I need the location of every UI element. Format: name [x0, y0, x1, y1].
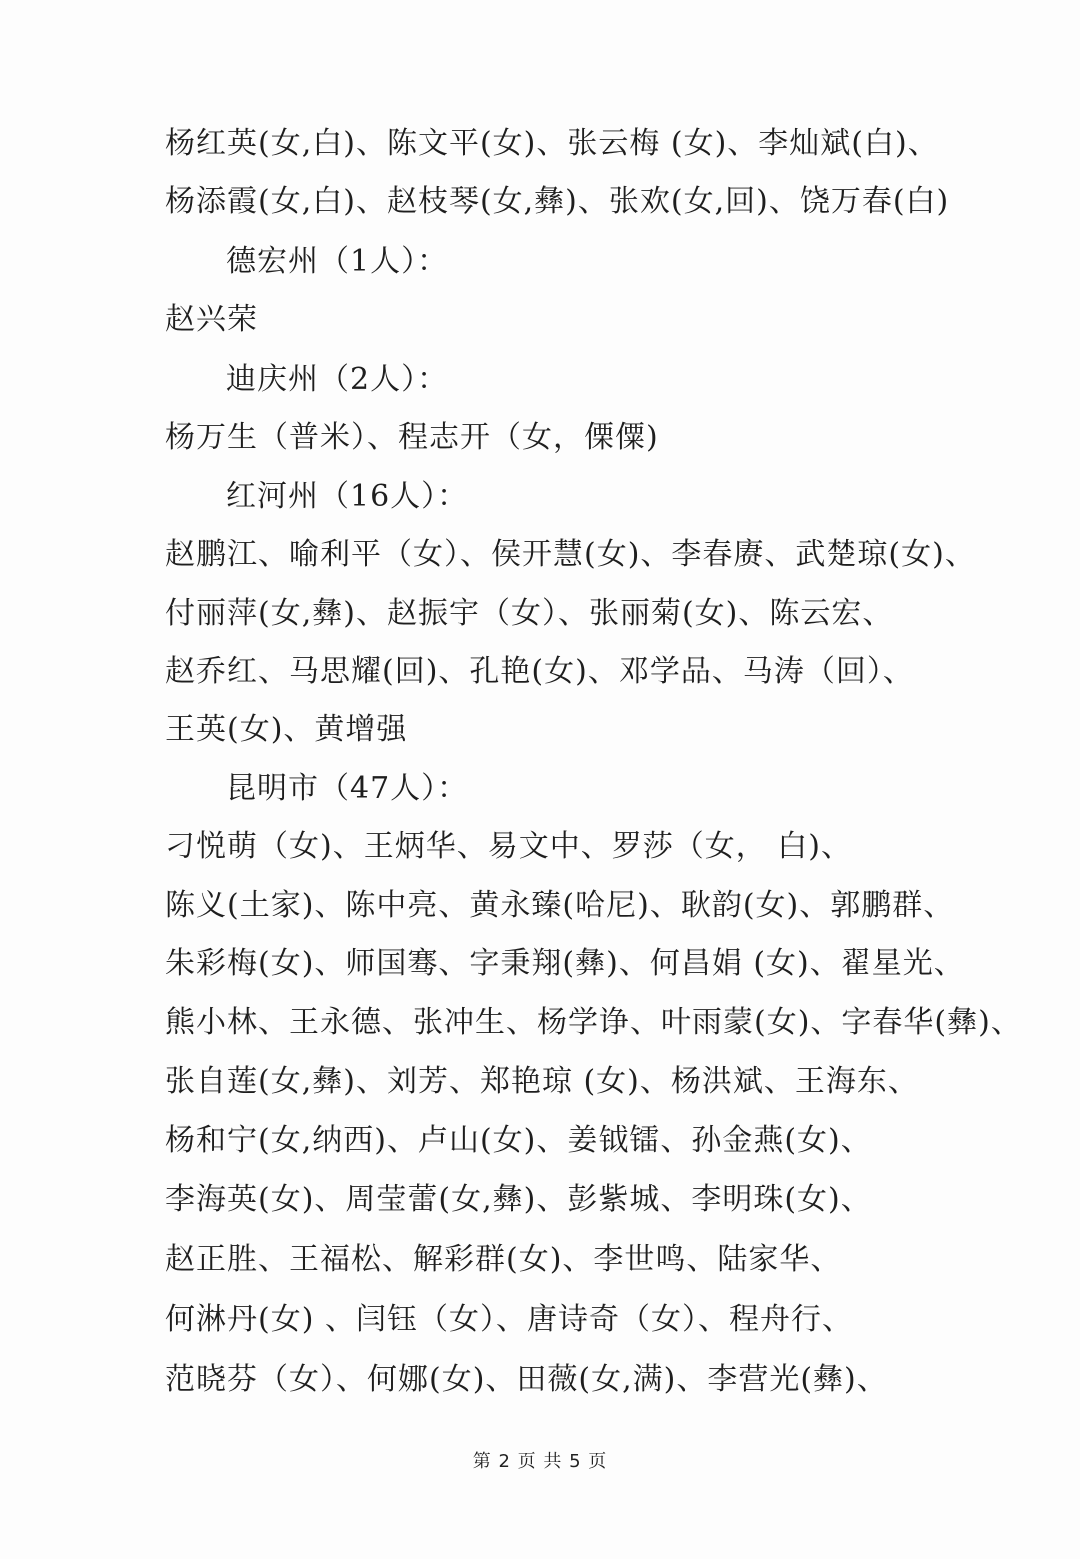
text-line: 杨和宁(女,纳西)、卢山(女)、姜钺镭、孙金燕(女)、: [165, 1123, 872, 1158]
text-line: 张自莲(女,彝)、刘芳、郑艳琼 (女)、杨洪斌、王海东、: [165, 1064, 919, 1099]
section-heading-diqing: 迪庆州（2人）：: [226, 362, 449, 397]
page-number-footer: 第 2 页 共 5 页: [472, 1451, 608, 1472]
text-line: 赵兴荣: [165, 302, 258, 337]
text-line: 付丽萍(女,彝)、赵振宇（女）、张丽菊(女)、陈云宏、: [165, 596, 894, 631]
text-line: 刁悦萌（女)、王炳华、易文中、罗莎（女， 白)、: [165, 829, 852, 864]
section-heading-honghe: 红河州（16人）：: [226, 479, 469, 514]
text-line: 杨万生（普米）、程志开（女，傈僳): [165, 420, 659, 455]
text-line: 范晓芬（女）、何娜(女)、田薇(女,满)、李营光(彝)、: [165, 1362, 888, 1397]
text-line: 朱彩梅(女)、师国骞、字秉翔(彝)、何昌娟 (女)、翟星光、: [165, 946, 965, 981]
text-line: 杨添霞(女,白)、赵枝琴(女,彝)、张欢(女,回)、饶万春(白): [165, 184, 950, 219]
text-line: 杨红英(女,白)、陈文平(女)、张云梅 (女)、李灿斌(白)、: [165, 126, 939, 161]
text-line: 赵正胜、王福松、解彩群(女)、李世鸣、陆家华、: [165, 1242, 842, 1277]
section-heading-dehong: 德宏州（1人）：: [226, 244, 449, 279]
text-line: 王英(女)、黄增强: [165, 712, 408, 747]
text-line: 陈义(土家)、陈中亮、黄永臻(哈尼)、耿韵(女)、郭鹏群、: [165, 888, 955, 923]
text-line: 赵乔红、马思耀(回)、孔艳(女)、邓学品、马涛（回）、: [165, 654, 914, 689]
text-line: 熊小林、王永德、张冲生、杨学诤、叶雨蒙(女)、字春华(彝)、: [165, 1005, 1022, 1040]
text-line: 李海英(女)、周莹蕾(女,彝)、彭紫城、李明珠(女)、: [165, 1182, 872, 1217]
text-line: 赵鹏江、喻利平（女）、侯开慧(女)、李春赓、武楚琼(女)、: [165, 537, 976, 572]
section-heading-kunming: 昆明市（47人）：: [226, 771, 469, 806]
text-line: 何淋丹(女) 、闫钰（女）、唐诗奇（女）、程舟行、: [165, 1302, 853, 1337]
